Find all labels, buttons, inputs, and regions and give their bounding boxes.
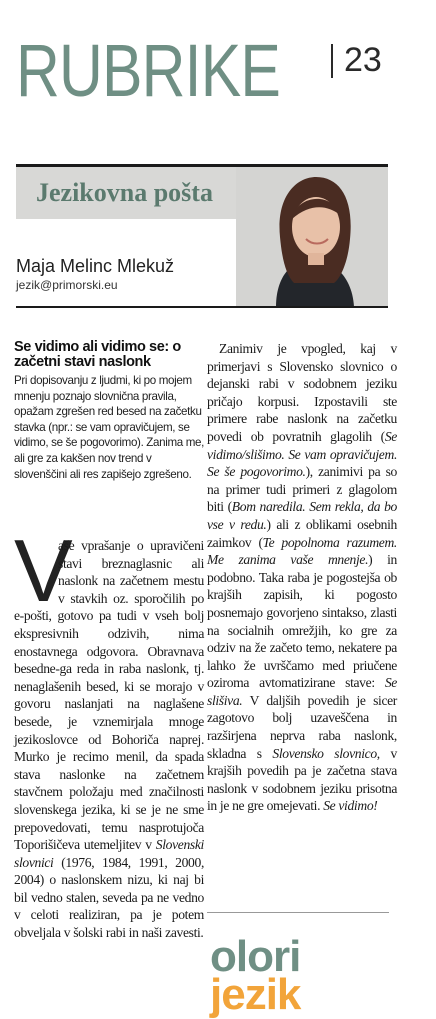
answer-text-end: (1976, 1984, 1991, 2000, 2004) o naslonskem nizu, ki naj bi bil vedno stalen, seveda pa ne vedno v celoti realiziran, pa je potem obveljala v šolski rabi in naši zavesti. (14, 854, 204, 941)
author-email[interactable]: jezik@primorski.eu (16, 278, 118, 292)
answer-text: ) in podobno. Taka raba je pogostejša ob krajših zapisih, ki pogosto posnemajo govorjeno sintakso, zlasti na socialnih omrežjih, ko gre za odziv na že začeto temo, nekatere pa lahko že uvrščamo med priučene oziroma avtomatizirane stave: (207, 552, 397, 691)
answer-paragraph (207, 340, 397, 815)
answer-text: Zanimiv je vpogled, kaj v primerjavi s Slovensko slovnico o dejanski rabi v sodobnem jeziku pričajo korpusi. Izpostavili ste primere rabe naslonk na začetku povedi ob povratnih glagolih ( (207, 341, 397, 444)
answer-column-right (207, 340, 397, 815)
answer-text: aše vprašanje o upravičeni stavi breznaglasnic ali naslonk na začetnem mestu v stavkih oz. sporočilih po e-pošti, gotovo pa tudi v vseh bolj ekspresivnih odzivih, nima enostavnega odgovora. Obravnava besedne-ga reda in raba naslonk, tj. nenaglašenih besed, ki se morajo v govoru naslanjati na naglašene besede, je vznemirjala mnoge jezikoslovce od Bohoriča naprej. Murko je recimo menil, da spada stava naslonke na začetnem stavčnem položaju med značilnosti slovenskega jezika, ki se je ne sme prepovedovati, temu nasprotujoča Toporišičeva utemeljitev v (14, 538, 204, 853)
logo-word-bottom: jezik (210, 970, 301, 1019)
book-title: Slovensko slovnico (272, 745, 377, 761)
logo-word-top: olori (210, 932, 301, 981)
book-title: Slovenski slovnici (14, 837, 204, 870)
author-photo (236, 167, 388, 307)
answer-text: ) ali z oblikami osebnih zaimkov ( (207, 516, 397, 550)
column-logo (210, 932, 301, 1019)
question-text: Pri dopisovanju z ljudmi, ki po mojem mnenju poznajo slovnična pravila, opažam zgrešen red besed na začetku stavka (npr.: se vam opravičujem, se vidimo, se še pogovorimo). Zanima me, ali gre za kakšen nov trend v slovenščini ali res zapišejo zgrešeno. (14, 374, 205, 481)
answer-paragraph (14, 521, 204, 942)
page-number: 23 (344, 41, 382, 79)
question-heading: Se vidimo ali vidimo se: o začetni stavi naslonk (14, 339, 181, 370)
author-name: Maja Melinc Mlekuž (16, 256, 175, 276)
drop-cap: V (14, 521, 73, 620)
example-text: Se slišiva. (207, 675, 397, 708)
reader-question (14, 340, 204, 482)
answer-text: ), zanimivi pa so na primer tudi primeri z glagolom biti ( (207, 464, 397, 515)
author-portrait-illustration (236, 167, 388, 307)
header-bottom-rule (16, 306, 388, 308)
page-number-divider (331, 44, 333, 78)
answer-column-left (14, 521, 204, 942)
example-text: Te popolnoma razumem. Me zanima vaše mnenje. (207, 534, 397, 568)
example-text: Se vidimo/slišimo. Se vam opravičujem. Se še pogovorimo. (207, 428, 397, 480)
closing-example: Se vidimo! (323, 798, 378, 814)
answer-text: , v krajših povedih pa je začetna stava naslonk v sodobnem jeziku prisotna in je ne gre omejevati. (207, 745, 397, 814)
example-text: Bom naredila. Sem rekla, da bo vse v redu. (207, 499, 398, 532)
column-title: Jezikovna pošta (36, 178, 213, 207)
article-end-rule (207, 912, 389, 913)
section-title: RUBRIKE (16, 29, 281, 112)
answer-text: V daljših povedih je sicer zagotovo bolj uzaveščena in razširjena neprva raba naslonk, skladna s (207, 692, 397, 761)
